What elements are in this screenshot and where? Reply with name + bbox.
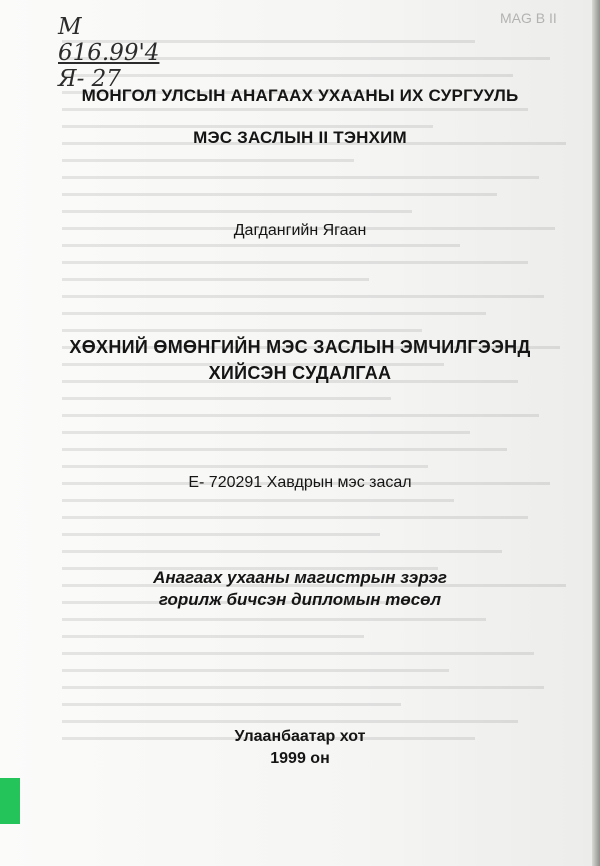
handwritten-catalog-number	[58, 14, 178, 92]
specialty-code: Е- 720291 Хавдрын мэс засал	[188, 474, 412, 491]
page-edge-shadow	[592, 0, 600, 866]
degree-statement	[0, 567, 600, 611]
thesis-title-line: ХИЙСЭН СУДАЛГАА	[208, 363, 392, 383]
faint-corner-text: MAG B II	[500, 10, 557, 26]
department-name: МЭС ЗАСЛЫН II ТЭНХИМ	[193, 128, 407, 147]
university-name: МОНГОЛ УЛСЫН АНАГААХ УХААНЫ ИХ СУРГУУЛЬ	[81, 86, 519, 105]
handwritten-line: 616.99'4	[58, 40, 160, 66]
city-name: Улаанбаатар хот	[234, 728, 366, 745]
bleed-through-text	[62, 40, 592, 800]
handwritten-line: Я- 27	[58, 66, 121, 92]
handwritten-line: M	[58, 14, 82, 40]
author-name: Дагдангийн Ягаан	[233, 222, 367, 239]
degree-line: горилж бичсэн дипломын төсөл	[158, 590, 442, 609]
degree-line: Анагаах ухааны магистрын зэрэг	[153, 568, 447, 587]
publication-place	[0, 726, 600, 770]
thesis-title	[0, 334, 600, 386]
thesis-title-line: ХӨХНИЙ ӨМӨНГИЙН МЭС ЗАСЛЫН ЭМЧИЛГЭЭНД	[69, 337, 531, 357]
publication-year: 1999 он	[270, 750, 330, 767]
green-tab-sticker	[0, 778, 20, 824]
